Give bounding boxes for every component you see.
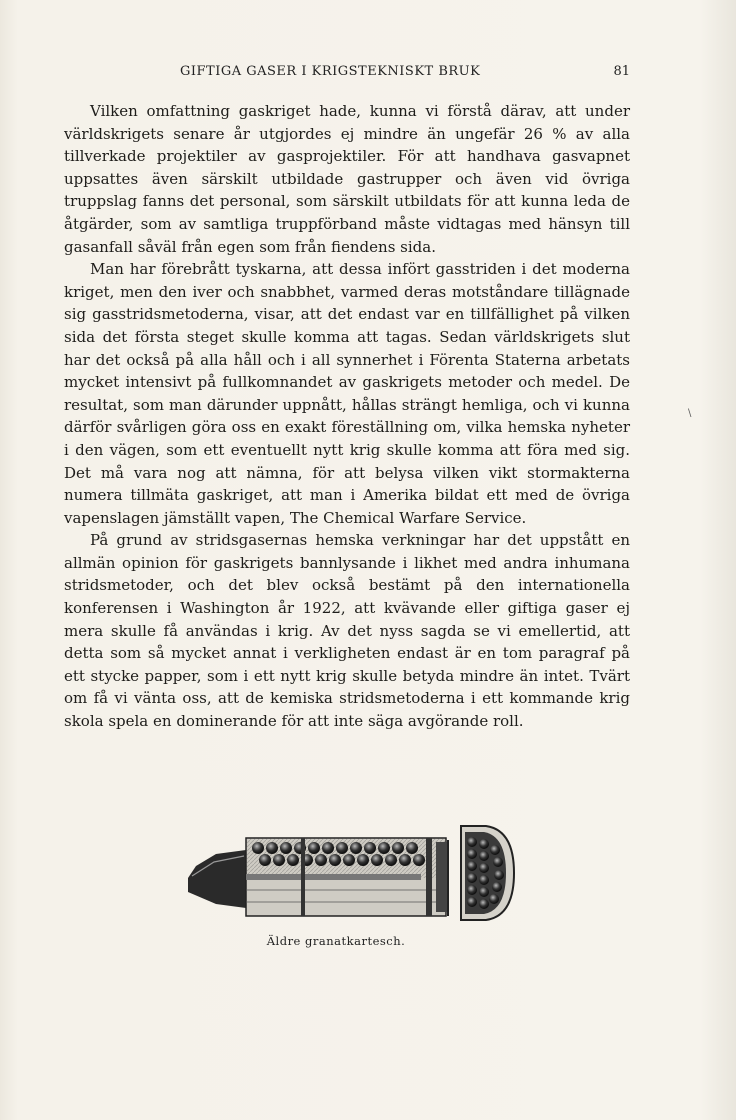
- page-header: [180, 64, 630, 84]
- running-title: GIFTIGA GASER I KRIGSTEKNISKT BRUK: [180, 64, 481, 79]
- body-text: [64, 100, 630, 733]
- page-number: 81: [613, 64, 630, 79]
- paragraph-2: Man har förebrått tyskarna, att dessa infört gasstriden i det moderna kriget, men den iver och snabbhet, varmed deras motståndare tillägnade sig gasstridsmetoderna, visar, att det endast var en tillfällighet på vilken sida det första steget skulle komma att tagas. Sedan världskrigets slut har det också på alla håll och i all synnerhet i Förenta Staterna arbetats mycket intensivt på fullkomnandet av gaskrigets metoder och medel. De resultat, som man därunder uppnått, hållas strängt hemliga, och vi kunna därför svårligen göra oss en exakt föreställning om, vilka hemska nyheter i den vägen, som ett eventuellt nytt krig skulle komma att föra med sig. Det må vara nog att nämna, för att belysa vilken vikt stormakterna numera tillmäta gaskriget, att man i Amerika bildat ett med de övriga vapenslagen jämställt vapen, The Chemical Warfare Service.: [64, 260, 630, 527]
- shrapnel-shell-illustration: [186, 820, 516, 925]
- shell-drawing: [186, 820, 516, 925]
- figure-caption: Äldre granatkartesch.: [266, 934, 406, 948]
- margin-mark: \: [688, 408, 692, 419]
- paragraph-3: På grund av stridsgasernas hemska verkningar har det uppstått en allmän opinion för gaskrigets bannlysande i likhet med andra inhumana stridsmetoder, och det blev också bestämt på den internationella konferensen i Washington år 1922, att kvävande eller giftiga gaser ej mera skulle få användas i krig. Av det nyss sagda se vi emellertid, att detta som så mycket annat i verkligheten endast är en tom paragraf på ett stycke papper, som i ett nytt krig skulle betyda mindre än intet. Tvärt om få vi vänta oss, att de kemiska stridsmetoderna i ett kommande krig skola spela en dominerande för att inte säga avgörande roll.: [64, 531, 630, 731]
- shell-nose: [188, 850, 246, 908]
- shell-cross-section: [461, 826, 514, 920]
- paragraph-1: Vilken omfattning gaskriget hade, kunna vi förstå därav, att under världskrigets senare år utgjordes ej mindre än ungefär 26 % av alla tillverkade projektiler av gasprojektiler. För att handhava gasvapnet uppsattes även särskilt utbildade gastrupper och även vid övriga truppslag fanns det personal, som särskilt utbildats för att kunna leda de åtgärder, som av samtliga truppförband måste vidtagas med hänsyn till gasanfall såväl från egen som från fiendens sida.: [64, 102, 630, 256]
